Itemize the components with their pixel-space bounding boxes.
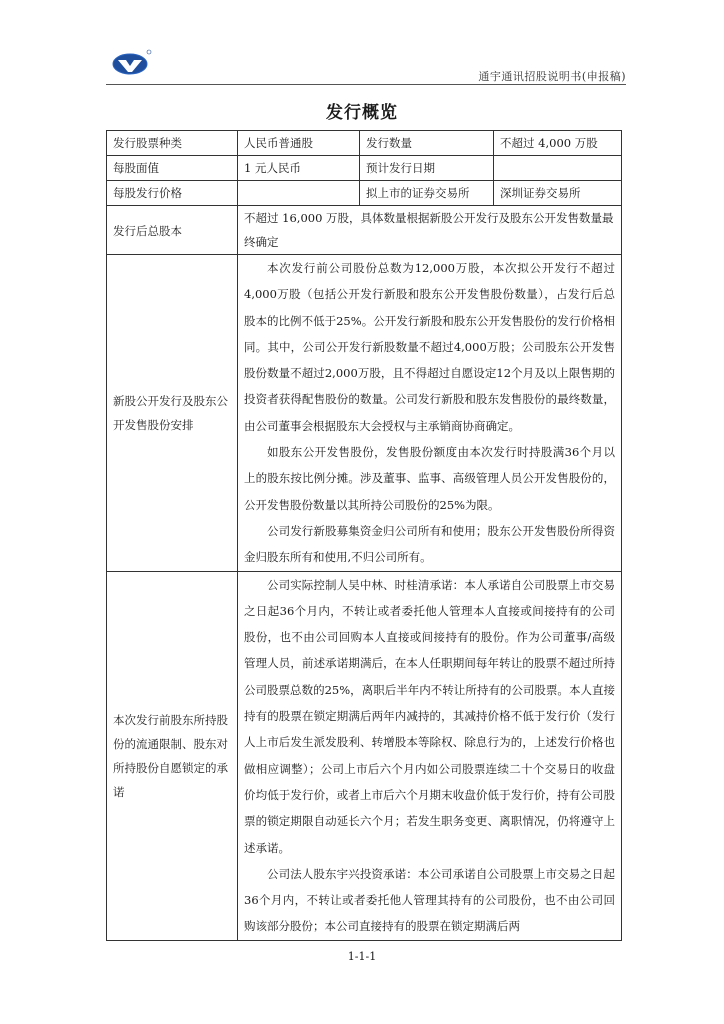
- row-value-stock-type: 人民币普通股: [238, 131, 360, 156]
- table-row: [107, 131, 622, 156]
- row-label-issue-date: 预计发行日期: [360, 156, 494, 181]
- row-label-issue-quantity: 发行数量: [360, 131, 494, 156]
- row-label-offering-arrangement: 新股公开发行及股东公开发售股份安排: [107, 255, 238, 572]
- row-value-total-shares: 不超过 16,000 万股，具体数量根据新股公开发行及股东公开发售数量最终确定: [238, 206, 622, 255]
- row-label-total-shares: 发行后总股本: [107, 206, 238, 255]
- table-row: [107, 255, 622, 572]
- offering-paragraph: 公司发行新股募集资金归公司所有和使用；股东公开发售股份所得资金归股东所有和使用,不归公司所有。: [244, 523, 615, 565]
- row-label-par-value: 每股面值: [107, 156, 238, 181]
- row-value-issue-quantity: 不超过 4,000 万股: [494, 131, 622, 156]
- row-value-par-value: 1 元人民币: [238, 156, 360, 181]
- row-value-issue-date: [494, 156, 622, 181]
- page-number: 1-1-1: [347, 950, 377, 963]
- row-label-stock-type: 发行股票种类: [107, 131, 238, 156]
- lockup-paragraph: 公司法人股东宇兴投资承诺：本公司承诺自公司股票上市交易之日起36个月内，不转让或者委托他人管理其持有的公司股份，也不由公司回购该部分股份；本公司直接持有的股票在锁定期满后两: [244, 866, 615, 934]
- table-row: [107, 156, 622, 181]
- row-value-exchange: 深圳证券交易所: [494, 181, 622, 206]
- table-row: [107, 206, 622, 255]
- row-content-lockup-commitment: [238, 571, 622, 940]
- offering-paragraph: 如股东公开发售股份，发售股份额度由本次发行时持股满36个月以上的股东按比例分摊。涉及董事、监事、高级管理人员公开发售股份的，公开发售股份数量以其所持公司股份的25%为限。: [244, 445, 615, 512]
- table-row: [107, 181, 622, 206]
- header-divider: [106, 84, 626, 85]
- row-label-issue-price: 每股发行价格: [107, 181, 238, 206]
- row-label-exchange: 拟上市的证券交易所: [360, 181, 494, 206]
- document-header-title: 通宇通讯招股说明书(申报稿): [478, 70, 626, 83]
- lockup-paragraph: 公司实际控制人吴中林、时桂清承诺：本人承诺自公司股票上市交易之日起36个月内，不转让或者委托他人管理本人直接或间接持有的公司股份，也不由公司回购本人直接或间接持有的股份。作为公司董事/高级管理人员，前述承诺期满后，在本人任职期间每年转让的股票不超过所持公司股票总数的25%，离职后半年内不转让所持有的公司股票。本人直接持有的股票在锁定期满后两年内减持的，其减持价格不低于发行价（发行人上市后发生派发股利、转增股本等除权、除息行为的，上述发行价格也做相应调整）；公司上市后六个月内如公司股票连续二十个交易日的收盘价均低于发行价，或者上市后六个月期末收盘价低于发行价，持有公司股票的锁定期限自动延长六个月；若发生职务变更、离职情况，仍将遵守上述承诺。: [244, 577, 615, 855]
- table-row: [107, 571, 622, 940]
- row-content-offering-arrangement: [238, 255, 622, 572]
- company-logo-icon: [112, 48, 152, 76]
- offering-summary-table: [106, 130, 622, 941]
- offering-paragraph: 本次发行前公司股份总数为12,000万股，本次拟公开发行不超过4,000万股（包括公开发行新股和股东公开发售股份数量），占发行后总股本的比例不低于25%。公开发行新股和股东公开发售股份的发行价格相同。其中，公司公开发行新股数量不超过4,000万股；公司股东公开发售股份数量不超过2,000万股，且不得超过自愿设定12个月及以上限售期的投资者获得配售股份的数量。公司发行新股和股东发售股份的最终数量，由公司董事会根据股东大会授权与主承销商协商确定。: [244, 261, 615, 433]
- row-value-issue-price: [238, 181, 360, 206]
- page-title: 发行概览: [326, 103, 398, 123]
- row-label-lockup-commitment: 本次发行前股东所持股份的流通限制、股东对所持股份自愿锁定的承诺: [107, 571, 238, 940]
